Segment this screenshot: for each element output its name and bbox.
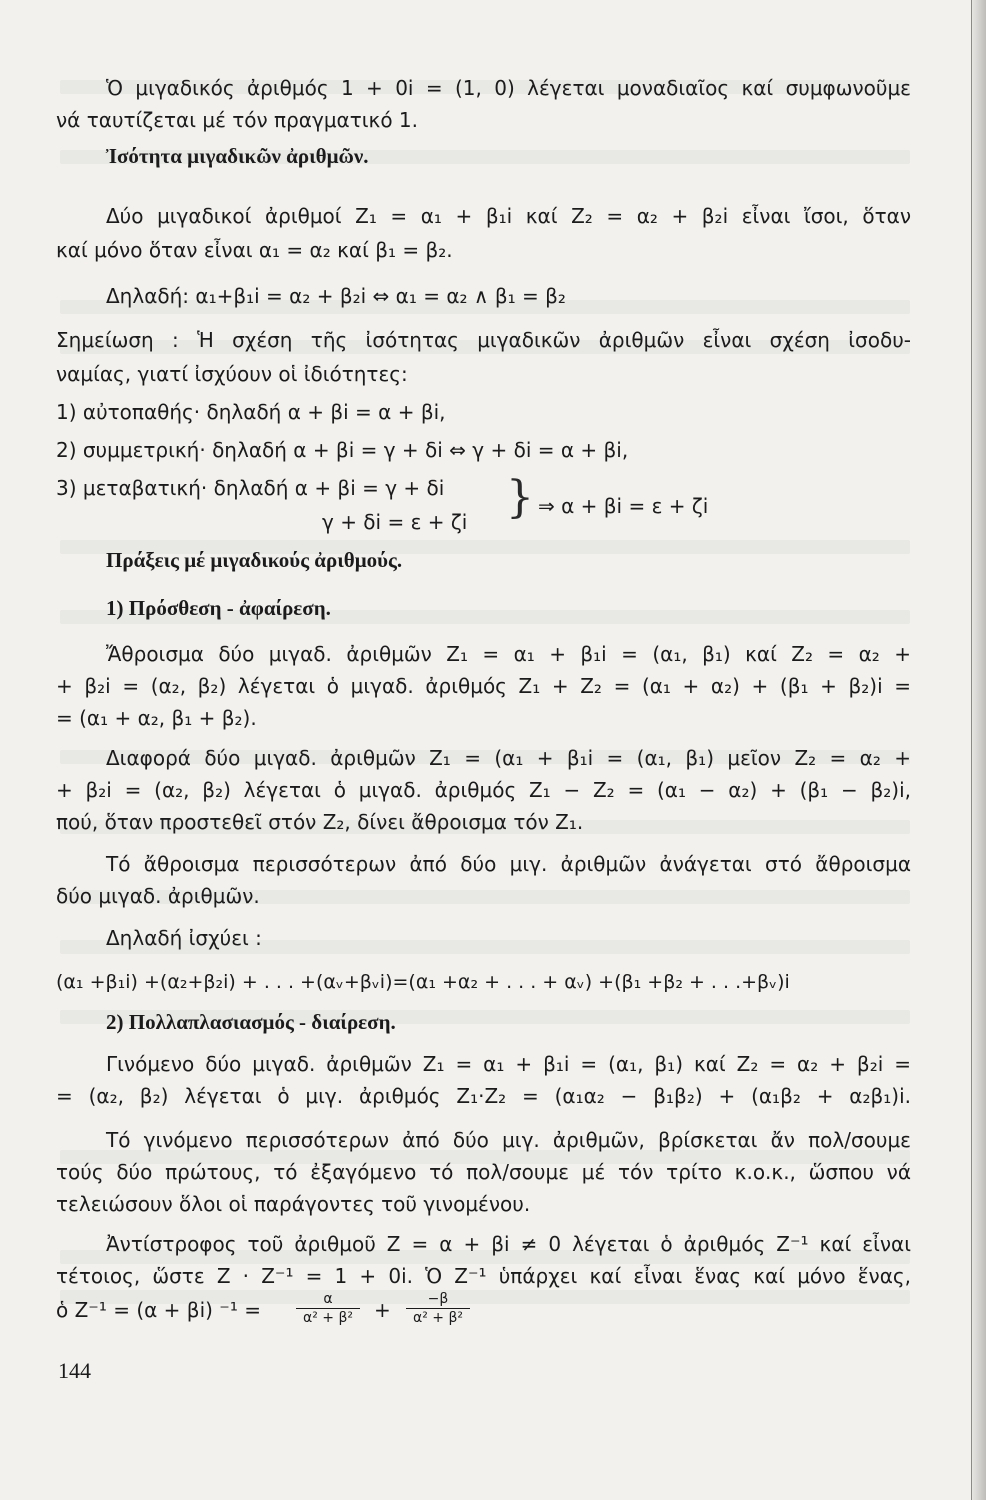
fraction [406, 1290, 470, 1327]
definition-line: Ἄθροισμα δύο μιγαδ. ἀριθμῶν Z₁ = α₁ + β₁i = (α₁, β₁) καί Z₂ = α₂ + [106, 642, 911, 666]
text-line: Ὁ μιγαδικός ἀριθμός 1 + 0i = (1, 0) λέγεται μοναδιαῖος καί συμφωνοῦμε [106, 76, 911, 100]
section-heading: Ἰσότητα μιγαδικῶν ἀριθμῶν. [106, 144, 369, 168]
section-heading: 2) Πολλαπλασιασμός - διαίρεση. [106, 1010, 396, 1034]
equation-line: Δηλαδή: α₁+β₁i = α₂ + β₂i ⇔ α₁ = α₂ ∧ β₁ = β₂ [106, 284, 566, 308]
fraction-numerator: α [323, 1291, 333, 1307]
property-item: 2) συμμετρική· δηλαδή α + βi = γ + δi ⇔ γ + δi = α + βi, [56, 438, 629, 462]
text-line: Τό γινόμενο περισσότερων ἀπό δύο μιγ. ἀριθμῶν, βρίσκεται ἄν πολ/σουμε [106, 1128, 911, 1152]
section-heading: Πράξεις μέ μιγαδικούς ἀριθμούς. [106, 548, 403, 572]
definition-line: Διαφορά δύο μιγαδ. ἀριθμῶν Z₁ = (α₁ + β₁i = (α₁, β₁) μεῖον Z₂ = α₂ + [106, 746, 911, 770]
fraction-denominator: α² + β² [302, 1310, 354, 1326]
text-line: = (α₂, β₂) λέγεται ὁ μιγ. ἀριθμός Z₁·Z₂ = (α₁α₂ − β₁β₂) + (α₁β₂ + α₂β₁)i. [56, 1084, 911, 1108]
property-item: 3) μεταβατική· δηλαδή α + βi = γ + δi [56, 476, 445, 500]
page-number: 144 [58, 1358, 91, 1383]
property-item-continued: γ + δi = ε + ζi [322, 510, 468, 534]
text-line: Δύο μιγαδικοί ἀριθμοί Z₁ = α₁ + β₁i καί Z₂ = α₂ + β₂i εἶναι ἴσοι, ὅταν [106, 204, 911, 228]
text-line: νά ταυτίζεται μέ τόν πραγματικό 1. [56, 108, 418, 132]
fraction [296, 1290, 360, 1327]
text-line: Δηλαδή ἰσχύει : [106, 926, 262, 950]
fraction-numerator: −β [427, 1291, 449, 1307]
equation-line: (α₁ +β₁i) +(α₂+β₂i) + . . . +(αᵥ+βᵥi)=(α₁ +α₂ + . . . + αᵥ) +(β₁ +β₂ + . . .+βᵥ)i [56, 971, 790, 993]
text-line: πού, ὅταν προστεθεῖ στόν Z₂, δίνει ἄθροισμα τόν Z₁. [56, 810, 584, 834]
book-page-edge [971, 0, 986, 1500]
right-brace: } [506, 472, 534, 523]
text-line: τελειώσουν ὅλοι οἱ παράγοντες τοῦ γινομένου. [56, 1192, 531, 1216]
section-heading: 1) Πρόσθεση - ἀφαίρεση. [106, 596, 331, 620]
definition-line: Γινόμενο δύο μιγαδ. ἀριθμῶν Z₁ = α₁ + β₁i = (α₁, β₁) καί Z₂ = α₂ + β₂i = [106, 1052, 911, 1076]
text-line: καί μόνο ὅταν εἶναι α₁ = α₂ καί β₁ = β₂. [56, 238, 453, 262]
definition-line: Ἀντίστροφος τοῦ ἀριθμοῦ Z = α + βi ≠ 0 λέγεται ὁ ἀριθμός Z⁻¹ καί εἶναι [106, 1232, 911, 1256]
plus-sign: + [374, 1298, 391, 1322]
property-item: 1) αὐτοπαθής· δηλαδή α + βi = α + βi, [56, 400, 446, 424]
text-line: τούς δύο πρώτους, τό ἐξαγόμενο τό πολ/σουμε μέ τόν τρίτο κ.ο.κ., ὥσπου νά [56, 1160, 911, 1184]
text-line: + β₂i = (α₂, β₂) λέγεται ὁ μιγαδ. ἀριθμός Z₁ + Z₂ = (α₁ + α₂) + (β₁ + β₂)i = [56, 674, 911, 698]
fraction-denominator: α² + β² [412, 1310, 464, 1326]
text-line: δύο μιγαδ. ἀριθμῶν. [56, 884, 260, 908]
text-line: = (α₁ + α₂, β₁ + β₂). [56, 706, 257, 730]
text-line: ὁ Z⁻¹ = (α + βi) ⁻¹ = [56, 1298, 261, 1322]
text-line: + β₂i = (α₂, β₂) λέγεται ὁ μιγαδ. ἀριθμός Z₁ − Z₂ = (α₁ − α₂) + (β₁ − β₂)i, [56, 778, 911, 802]
implication: ⇒ α + βi = ε + ζi [538, 494, 709, 518]
text-line: τέτοιος, ὥστε Z · Z⁻¹ = 1 + 0i. Ὁ Z⁻¹ ὑπάρχει καί εἶναι ἕνας καί μόνο ἕνας, [56, 1264, 911, 1288]
text-line: Τό ἄθροισμα περισσότερων ἀπό δύο μιγ. ἀριθμῶν ἀνάγεται στό ἄθροισμα [106, 852, 911, 876]
text-line: ναμίας, γιατί ἰσχύουν οἱ ἰδιότητες: [56, 362, 408, 386]
note-line: Σημείωση : Ἡ σχέση τῆς ἰσότητας μιγαδικῶν ἀριθμῶν εἶναι σχέση ἰσοδυ- [56, 328, 911, 352]
